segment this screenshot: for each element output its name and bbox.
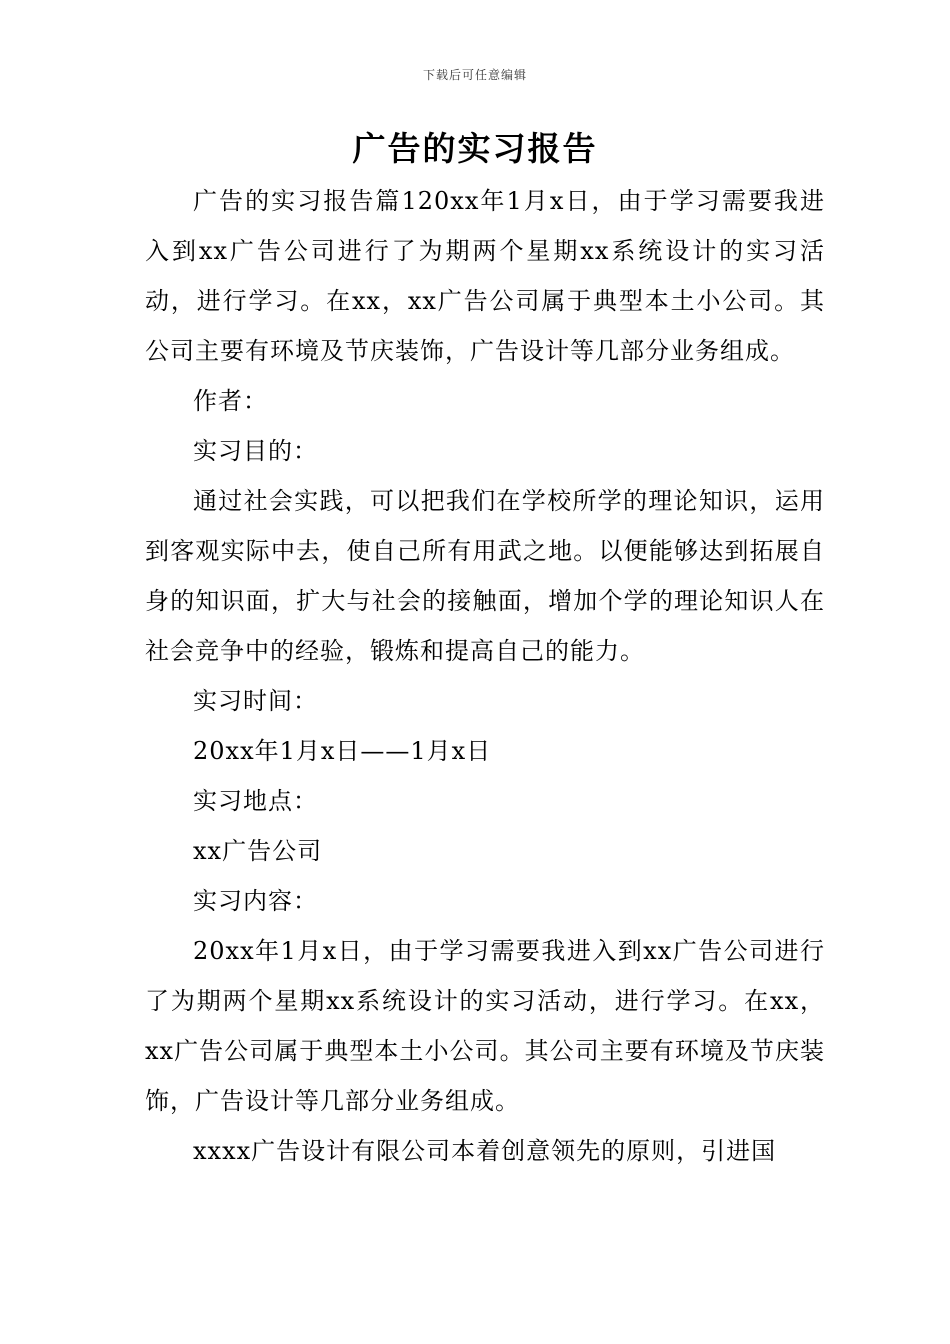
paragraph-purpose: 通过社会实践，可以把我们在学校所学的理论知识，运用到客观实际中去，使自己所有用武之地。以便能够达到拓展自身的知识面，扩大与社会的接触面，增加个学的理论知识人在社会竞争中的经验，锻炼和提高自己的能力。 (145, 487, 825, 665)
heading-location: 实习地点： (193, 787, 318, 815)
heading-content: 实习内容： (193, 887, 318, 915)
paragraph-location: xx广告公司 (193, 837, 323, 865)
paragraph-author: 作者： (193, 387, 268, 415)
paragraph-company: xxxx广告设计有限公司本着创意领先的原则，引进国 (193, 1137, 777, 1165)
paragraph-content: 20xx年1月x日，由于学习需要我进入到xx广告公司进行了为期两个星期xx系统设计的实习活动，进行学习。在xx，xx广告公司属于典型本土小公司。其公司主要有环境及节庆装饰，广告设计等几部分业务组成。 (145, 937, 825, 1115)
document-title: 广告的实习报告 (352, 129, 598, 168)
heading-purpose: 实习目的： (193, 437, 318, 465)
heading-time: 实习时间： (193, 687, 318, 715)
paragraph-intro: 广告的实习报告篇120xx年1月x日，由于学习需要我进入到xx广告公司进行了为期两个星期xx系统设计的实习活动，进行学习。在xx，xx广告公司属于典型本土小公司。其公司主要有环境及节庆装饰，广告设计等几部分业务组成。 (145, 187, 825, 365)
paragraph-time: 20xx年1月x日——1月x日 (193, 737, 492, 765)
header-note: 下载后可任意编辑 (422, 68, 527, 82)
document-body (145, 176, 825, 1176)
